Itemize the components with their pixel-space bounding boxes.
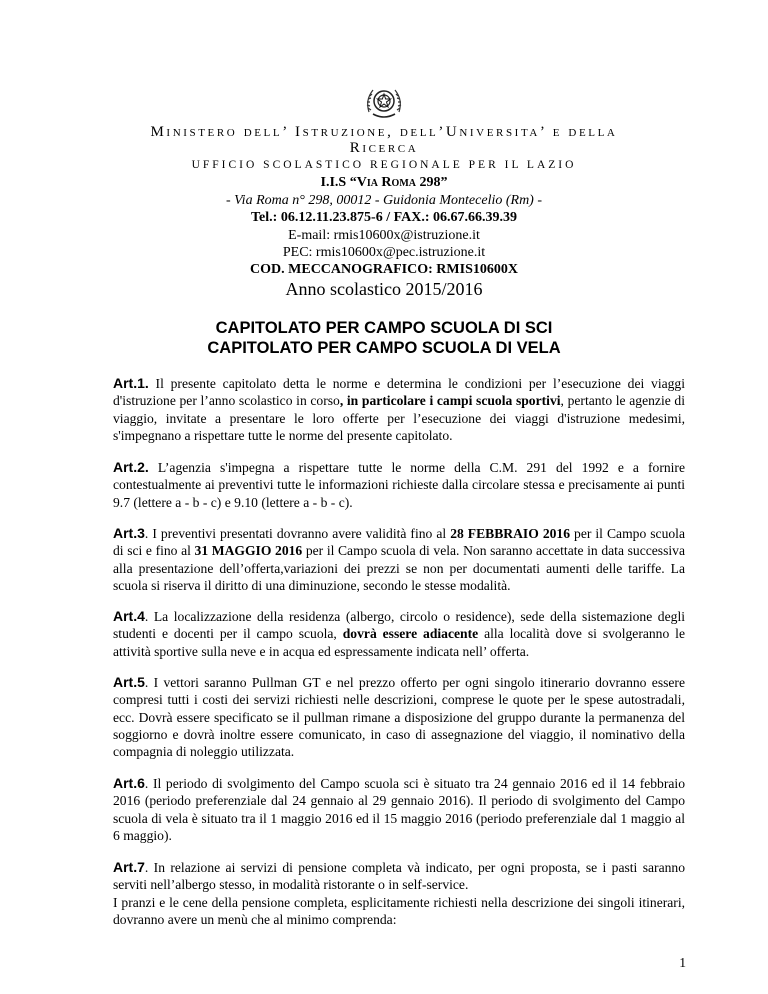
article-number: Art.2.: [113, 459, 149, 475]
ministry-line-2: Ricerca: [349, 140, 419, 156]
article-number: Art.4: [113, 608, 145, 624]
page-number: 1: [679, 955, 686, 970]
ministry-line: Ministero dell’ Istruzione, dell’Universita’ e della: [150, 124, 618, 140]
regional-office: UFFICIO SCOLASTICO REGIONALE PER IL LAZIO: [191, 159, 577, 171]
school-code: COD. MECCANOGRAFICO: RMIS10600X: [250, 262, 518, 277]
school-pec: PEC: rmis10600x@pec.istruzione.it: [282, 245, 486, 260]
title-line-sail: CAPITOLATO PER CAMPO SCUOLA DI VELA: [207, 339, 561, 357]
article-number: Art.3: [113, 525, 145, 541]
article-6: Art.6. Il periodo di svolgimento del Campo scuola sci è situato tra 24 gennaio 2016 ed il 14 febbraio 2016 (periodo preferenziale dal 24 gennaio al 29 gennaio 2016). Il periodo di svolgimento del Campo scuola di vela è situato tra il 1 maggio 2016 ed il 15 maggio 2016 (periodo preferenziale dal 1 maggio al 6 maggio).: [113, 775, 685, 843]
article-4: Art.4. La localizzazione della residenza (albergo, circolo o residence), sede della sistemazione degli studenti e docenti per il campo scuola, dovrà essere adiacente alla località dove si svolgeranno le attività sportive sulla neve e in acqua ed espressamente indicata nell’ offerta.: [113, 608, 685, 659]
school-email: E-mail: rmis10600x@istruzione.it: [288, 228, 480, 243]
article-number: Art.6: [113, 775, 145, 791]
article-number: Art.7: [113, 859, 145, 875]
article-1: Art.1. Il presente capitolato detta le norme e determina le condizioni per l’esecuzione dei viaggi d'istruzione per l’anno scolastico in corso, in particolare i campi scuola sportivi, pertanto le agenzie di viaggio, invitate a presentare le loro offerte per l’esecuzione dei viaggi d'istruzione medesimi, s'impegnano a rispettare tutte le norme del presente capitolato.: [113, 375, 685, 443]
article-number: Art.5: [113, 674, 145, 690]
article-number: Art.1.: [113, 375, 149, 391]
school-year: Anno scolastico 2015/2016: [285, 279, 483, 299]
republic-emblem-icon: [361, 82, 407, 122]
title-line-ski: CAPITOLATO PER CAMPO SCUOLA DI SCI: [215, 319, 553, 337]
school-phone: Tel.: 06.12.11.23.875-6 / FAX.: 06.67.66.39.39: [251, 210, 517, 225]
article-5: Art.5. I vettori saranno Pullman GT e nel prezzo offerto per ogni singolo itinerario dovranno essere compresi tutti i costi dei servizi richiesti nelle descrizioni, comprese le quote per le spese autostradali, ecc. Dovrà essere specificato se il pullman rimane a disposizione del gruppo durante la permanenza del soggiorno e dovrà inoltre essere comunicato, in caso di assegnazione del viaggio, il nominativo della compagnia di noleggio utilizzata.: [113, 674, 685, 760]
school-address: - Via Roma n° 298, 00012 - Guidonia Montecelio (Rm) -: [226, 193, 542, 208]
article-2: Art.2. L’agenzia s'impegna a rispettare tutte le norme della C.M. 291 del 1992 e a fornire contestualmente ai preventivi tutte le informazioni richieste dalla circolare stessa e precisamente ai punti 9.7 (lettere a - b - c) e 9.10 (lettere a - b - c).: [113, 459, 685, 510]
school-name: I.I.S “Via Roma 298”: [320, 175, 448, 190]
article-3: Art.3. I preventivi presentati dovranno avere validità fino al 28 FEBBRAIO 2016 per il Campo scuola di sci e fino al 31 MAGGIO 2016 per il Campo scuola di vela. Non saranno accettate in data successiva alla presentazione dell’offerta,variazioni dei prezzi se non per documentati aumenti delle tariffe. La scuola si riserva il diritto di una diminuzione, secondo le stesse modalità.: [113, 525, 685, 593]
article-7: Art.7. In relazione ai servizi di pensione completa và indicato, per ogni proposta, se i pasti saranno serviti nell’albergo stesso, in modalità ristorante o in self-service. I pranzi e le cene della pensione completa, esplicitamente richiesti nella descrizione dei singoli itinerari, dovranno avere un menù che al minimo comprenda:: [113, 859, 685, 927]
document-title: [0, 318, 768, 358]
